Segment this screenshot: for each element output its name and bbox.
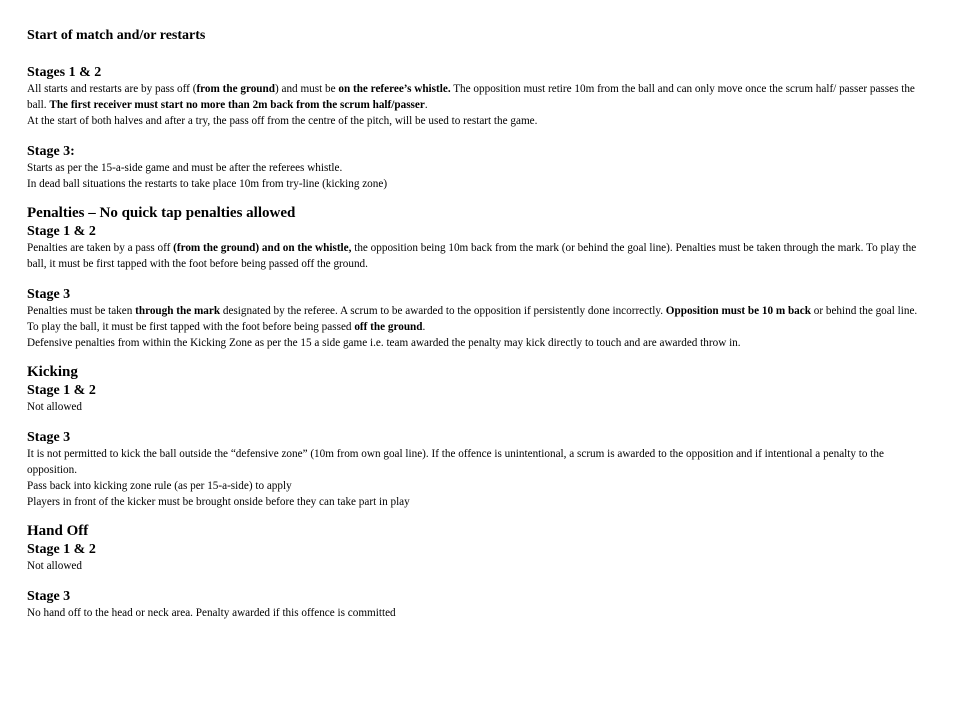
spacer — [27, 510, 927, 522]
restarts-stage3-paragraph-2: In dead ball situations the restarts to take place 10m from try-line (kicking zone) — [27, 178, 388, 190]
bold-run: through the mark — [135, 305, 221, 317]
page-title: Start of match and/or restarts — [27, 28, 206, 43]
restarts-stage12-heading: Stages 1 & 2 — [27, 65, 102, 80]
restarts-stage3-paragraph: Starts as per the 15-a-side game and must be after the referees whistle. — [27, 162, 343, 174]
spacer — [27, 415, 927, 429]
handoff-stage12-heading: Stage 1 & 2 — [27, 542, 96, 557]
text-run: Penalties are taken by a pass off — [27, 242, 174, 254]
penalties-section-title: Penalties – No quick tap penalties allowed — [27, 205, 296, 221]
handoff-stage12-paragraph: Not allowed — [27, 560, 82, 572]
bold-run: on the referee’s whistle. — [338, 83, 451, 95]
text-run: the opposition being 10m back from the mark (or behind the goal line). Penalties must be taken through the mark. To play the ball, it must be first tapped with the foot before being passed off the ground. — [27, 242, 917, 270]
kicking-stage3-heading: Stage 3 — [27, 430, 71, 445]
kicking-stage3-paragraph-3: Players in front of the kicker must be brought onside before they can take part in play — [27, 496, 410, 508]
text-run: The opposition must retire 10m from the ball and can only move once the scrum half/ passer passes the ball. — [27, 83, 915, 111]
kicking-stage12-paragraph: Not allowed — [27, 401, 82, 413]
restarts-stage3-heading: Stage 3: — [27, 144, 75, 159]
bold-run: from the ground — [196, 83, 275, 95]
kicking-stage3-paragraph-2: Pass back into kicking zone rule (as per 15-a-side) to apply — [27, 480, 292, 492]
bold-run: The first receiver must start no more than 2m back from the scrum half/passer — [49, 99, 425, 111]
spacer — [27, 272, 927, 286]
penalties-stage3-paragraph — [27, 303, 927, 335]
handoff-section-title: Hand Off — [27, 523, 89, 539]
restarts-stage12-paragraph-2: At the start of both halves and after a try, the pass off from the centre of the pitch, will be used to restart the game. — [27, 115, 538, 127]
penalties-stage3-heading: Stage 3 — [27, 287, 71, 302]
text-run: . — [422, 321, 426, 333]
text-run: All starts and restarts are by pass off ( — [27, 83, 197, 95]
text-run: ) and must be — [274, 83, 339, 95]
kicking-stage12-heading: Stage 1 & 2 — [27, 383, 96, 398]
kicking-stage3-paragraph: It is not permitted to kick the ball outside the “defensive zone” (10m from own goal line). If the offence is unintentional, a scrum is awarded to the opposition and if intentional a penalty to the opposition. — [27, 448, 884, 476]
handoff-stage3-heading: Stage 3 — [27, 589, 71, 604]
text-run: . — [424, 99, 428, 111]
text-run: or behind the goal line. To play the ball, it must be first tapped with the foot before being passed — [27, 305, 918, 333]
bold-run: off the ground — [354, 321, 423, 333]
spacer — [27, 574, 927, 588]
penalties-stage12-heading: Stage 1 & 2 — [27, 224, 96, 239]
bold-run: Opposition must be 10 m back — [665, 305, 811, 317]
spacer — [27, 192, 927, 204]
handoff-stage3-paragraph: No hand off to the head or neck area. Penalty awarded if this offence is committed — [27, 607, 396, 619]
penalties-stage3-paragraph-2: Defensive penalties from within the Kicking Zone as per the 15 a side game i.e. team awarded the penalty may kick directly to touch and are awarded throw in. — [27, 337, 741, 349]
bold-run: (from the ground) and on the whistle, — [173, 242, 352, 254]
restarts-stage12-paragraph — [27, 81, 927, 113]
spacer — [27, 129, 927, 143]
text-run: Penalties must be taken — [27, 305, 136, 317]
spacer — [27, 351, 927, 363]
kicking-section-title: Kicking — [27, 364, 78, 380]
text-run: designated by the referee. A scrum to be awarded to the opposition if persistently done incorrectly. — [220, 305, 666, 317]
penalties-stage12-paragraph — [27, 240, 927, 272]
document-page — [27, 27, 927, 621]
